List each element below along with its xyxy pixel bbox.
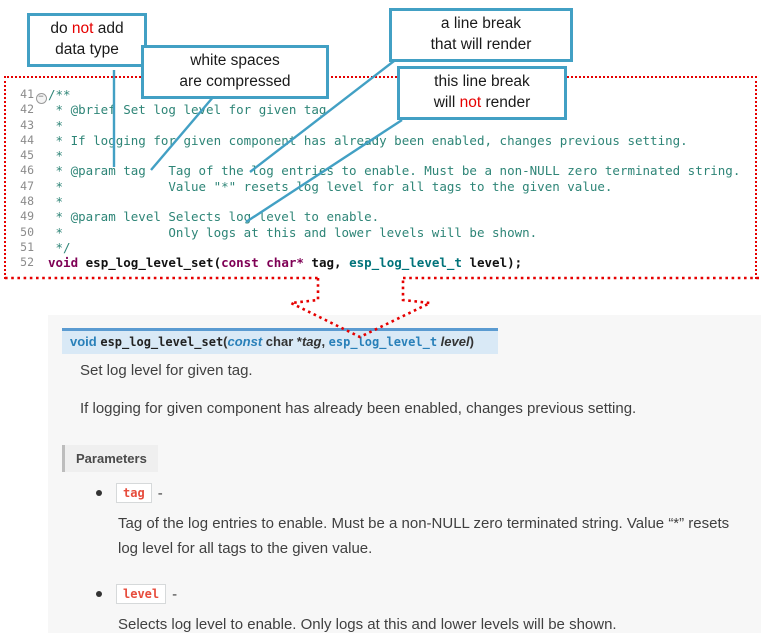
code-line [12,209,755,224]
code-text: * [48,194,64,210]
parameter-head [96,582,758,606]
signature-text: , [321,334,329,349]
bullet-icon [96,490,102,496]
fold-toggle-icon[interactable]: − [36,93,47,104]
code-text: * [48,148,64,164]
callout-line [36,40,138,61]
highlighted-word: not [459,93,482,111]
callout-text: that will render [430,35,532,53]
callout-linebreak-not-render [397,66,567,120]
code-line [12,179,755,194]
code-text: * @brief Set log level for given tag [48,102,327,118]
line-number: 45 [20,148,34,163]
line-number: 47 [20,178,34,193]
code-text: * @param level Selects log level to enable. [48,209,380,225]
parameter-name-chip: tag [116,483,152,503]
code-text: */ [48,239,71,255]
callout-line [406,93,558,114]
code-line [12,148,755,163]
callout-line [398,35,564,56]
signature-text: void [70,334,101,349]
highlighted-word: not [71,20,94,37]
fold-gutter [34,240,48,255]
code-text: * If logging for given component has already been enabled, changes previous setting. [48,132,688,148]
bullet-icon [96,591,102,597]
code-text: /** [48,87,71,102]
line-number: 49 [20,209,34,224]
callout-no-datatype [27,13,147,67]
parameter-list [96,481,758,637]
signature-text: ) [469,334,474,349]
parameter-description: Selects log level to enable. Only logs at this and lower levels will be shown. [118,616,617,633]
code-line [12,255,755,270]
code-text: * @param tag Tag of the log entries to enable. Must be a non-NULL zero terminated string. [48,163,741,179]
type-link[interactable]: esp_log_level_t [328,335,438,349]
fold-gutter [34,194,48,209]
code-lines [6,78,755,271]
callout-line [406,72,558,93]
callout-text: do [50,20,72,37]
line-number: 43 [20,117,34,132]
fold-gutter [34,225,48,240]
parameter-description: Tag of the log entries to enable. Must be a non-NULL zero terminated string. Value “*” resets log level for all tags to the given value. [118,515,730,557]
function-signature [70,334,474,349]
line-number: 42 [20,102,34,117]
fold-gutter [34,255,48,270]
callout-text: white spaces [190,52,280,69]
description-paragraph: If logging for given component has already been enabled, changes previous setting. [80,400,637,417]
code-line [12,225,755,240]
callout-text: are compressed [179,72,291,90]
function-signature-bar [62,328,498,354]
callout-line [150,72,320,93]
callout-line [36,19,138,40]
callout-text: add [93,20,124,37]
code-line [12,102,755,117]
parameter-head [96,481,758,505]
fold-gutter [34,87,48,102]
signature-text: ( [223,334,228,349]
signature-text: const [227,334,263,349]
fold-gutter [34,209,48,224]
callout-text: will [433,93,460,111]
code-text: * [48,117,64,133]
callout-text: a line break [440,15,522,32]
line-number: 51 [20,239,34,254]
line-number: 41 [20,87,34,101]
line-number: 44 [20,132,34,147]
brief-paragraph: Set log level for given tag. [80,362,253,379]
signature-text: level [440,334,470,349]
code-line [12,240,755,255]
code-line [12,133,755,148]
code-text: * Only logs at this and lower levels will be shown. [48,224,538,240]
code-line [12,118,755,133]
callout-text: render [481,93,531,111]
rendered-docs-panel [48,315,761,633]
code-text: * Value "*" resets log level for all tags to the given value. [48,178,613,194]
code-line [12,163,755,178]
callout-line [150,51,320,72]
signature-text: char * [262,334,302,349]
code-text: void esp_log_level_set(const char* tag, esp_log_level_t level); [48,255,523,271]
fold-gutter [34,102,48,117]
signature-text: tag [301,334,322,349]
code-line [12,194,755,209]
parameter-dash: - [157,484,163,502]
line-number: 50 [20,224,34,239]
code-editor-box [4,76,757,279]
fold-gutter [34,148,48,163]
callout-text: data type [55,40,119,58]
fold-gutter [34,118,48,133]
parameters-heading: Parameters [62,445,158,472]
line-number: 52 [20,255,34,270]
function-name: esp_log_level_set [100,335,224,349]
parameter-item [96,582,758,637]
parameter-name-chip: level [116,584,166,604]
line-number: 48 [20,194,34,209]
fold-gutter [34,163,48,178]
line-number: 46 [20,163,34,178]
callout-text: this line break [434,73,530,90]
callout-linebreak-renders [389,8,573,62]
callout-whitespace-compressed [141,45,329,99]
parameter-dash: - [172,585,178,603]
callout-line [398,14,564,35]
code-line [12,87,755,102]
fold-gutter [34,179,48,194]
fold-gutter [34,133,48,148]
parameter-item [96,481,758,561]
